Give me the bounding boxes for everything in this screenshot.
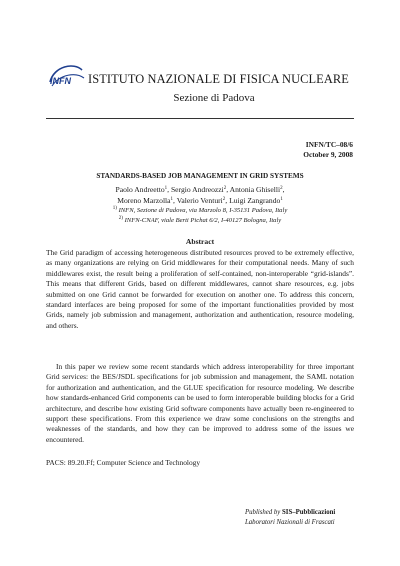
- published-by: Published by SIS–Pubblicazioni: [245, 509, 336, 516]
- report-date: October 9, 2008: [303, 150, 353, 159]
- publisher-lab: Laboratori Nazionali di Frascati: [245, 519, 335, 526]
- author: Luigi Zangrando$^1$: [229, 195, 283, 205]
- author: Paolo Andreetto$^1$: [115, 185, 168, 194]
- paper-title: STANDARDS-BASED JOB MANAGEMENT IN GRID SYSTEMS: [96, 172, 304, 180]
- publisher-info: [245, 508, 335, 528]
- pacs-line: PACS: 89.20.Ff; Computer Science and Technology: [46, 458, 201, 467]
- author-line-1: Paolo Andreetto$^1$, Sergio Andreozzi$^2$, Antonia Ghiselli$^2$,: [115, 185, 285, 194]
- header-divider: [46, 118, 354, 119]
- report-code: INFN/TC–08/6: [305, 140, 353, 149]
- logo-text: INFN: [50, 76, 71, 86]
- affiliation-1: $^{1)}$ INFN, Sezione di Padova, via Marzolo 8, I-35131 Padova, Italy: [112, 206, 288, 214]
- author: Sergio Andreozzi$^2$: [170, 185, 227, 194]
- infn-logo: [46, 60, 86, 92]
- author-line-2: Moreno Marzolla$^1$, Valerio Venturi$^2$, Luigi Zangrando$^1$: [117, 195, 283, 205]
- abstract-heading: Abstract: [185, 237, 215, 246]
- author: Moreno Marzolla$^1$: [117, 195, 174, 205]
- affiliation-2: $^{2)}$ INFN-CNAF, viale Berti Pichat 6/2, I-40127 Bologna, Italy: [118, 216, 282, 224]
- author: Valerio Venturi$^2$: [176, 195, 226, 205]
- author: Antonia Ghiselli$^2$: [229, 185, 283, 194]
- section-name: Sezione di Padova: [173, 92, 255, 104]
- author-list: [0, 185, 400, 206]
- abstract-paragraph-2: In this paper we review some recent standards which address interoperability for three important Grid services: the BES/JSDL specifications for job submission and management, the SAML notation for authorization and authentication, and the GLUE specification for resource modeling. We describe how standards-enhanced Grid components can be used to form interoperable building blocks for a Grid architecture, and describe how existing Grid software components have actually been re-engineered to support these specifications. From this experience we draw some conclusions on the strengths and weaknesses of the standards, and how they can be improved to address some of the issues we encountered.: [46, 362, 354, 444]
- institute-name: ISTITUTO NAZIONALE DI FISICA NUCLEARE: [88, 72, 349, 86]
- abstract-paragraph-1: The Grid paradigm of accessing heterogeneous distributed resources proved to be extremely effective, as many organizations are relying on Grid middlewares for their computational needs. Many of such middlewares exist, the result being a proliferation of self-contained, non-interoperable “grid-islands”. This means that different Grids, based on different middlewares, cannot share resources, e.g. jobs submitted on one Grid cannot be forwarded for execution on another one. To address this concern, standard interfaces are being proposed for some of the important functionalities provided by most Grids, namely job submission and management, authorization and authentication, resource modeling, and others.: [46, 248, 354, 330]
